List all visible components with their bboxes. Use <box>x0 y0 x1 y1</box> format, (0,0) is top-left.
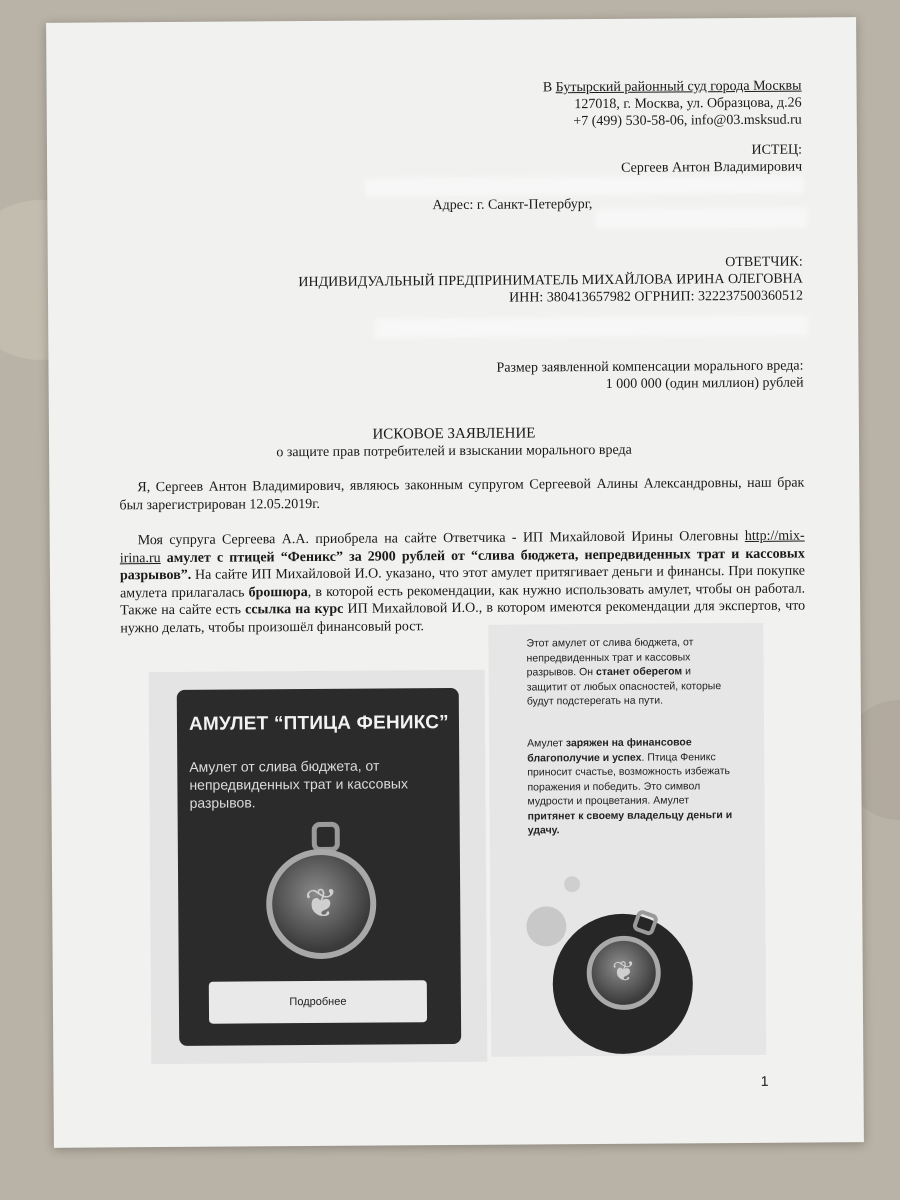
bold-span: притянет к своему владельцу деньги и удачу. <box>527 808 733 837</box>
text-span: Моя супруга Сергеева А.А. приобрела на сайте Ответчика - ИП Михайловой Ирины Олеговны <box>137 528 745 549</box>
paragraph-1: Я, Сергеев Антон Владимирович, являюсь законным супругом Сергеевой Алины Александровны, наш брак был зарегистрирован 12.05.2019г. <box>119 475 805 513</box>
text-span: ИП Михайловой И.О., в котором имеются рекомендации для экспертов, что нужно делать, чтобы произошёл финансовый рост. <box>120 598 806 636</box>
card-subtitle: Амулет от слива бюджета, от непредвиденных трат и кассовых разрывов. <box>189 757 408 811</box>
decor-dot <box>564 876 580 892</box>
plaintiff-name: Сергеев Антон Владимирович <box>621 159 803 176</box>
bold-span: ссылка на курс <box>245 601 344 618</box>
defendant-name: ИНДИВИДУАЛЬНЫЙ ПРЕДПРИНИМАТЕЛЬ МИХАЙЛОВА ИРИНА ОЛЕГОВНА <box>298 271 803 291</box>
defendant-label: ОТВЕТЧИК: <box>725 254 803 271</box>
court-name: Бутырский районный суд города Москвы <box>555 78 802 96</box>
plaintiff-label: ИСТЕЦ: <box>751 142 803 158</box>
phoenix-amulet-icon <box>586 936 661 1011</box>
amulet-card-screenshot <box>149 670 488 1064</box>
redaction <box>374 316 808 339</box>
redaction <box>365 176 803 197</box>
document-title: ИСКОВОЕ ЗАЯВЛЕНИЕ <box>372 425 536 443</box>
document-subtitle: о защите прав потребителей и взыскании морального вреда <box>276 442 632 461</box>
bold-span: станет оберегом <box>595 665 683 679</box>
document-page <box>46 17 864 1148</box>
text-span: Амулет <box>527 737 566 750</box>
court-address: 127018, г. Москва, ул. Образцова, д.26 <box>574 95 802 113</box>
court-block <box>543 78 802 131</box>
claim-block <box>496 358 803 394</box>
text-span: Этот амулет от слива бюджета, от непредвиденных трат и кассовых разрывов. Он <box>526 636 694 679</box>
defendant-ids: ИНН: 380413657982 ОГРНИП: 322237500360512 <box>509 288 804 306</box>
redaction <box>595 208 807 229</box>
description-text-2 <box>527 735 733 838</box>
bold-span: брошюра <box>248 584 308 600</box>
description-text-1 <box>526 635 732 709</box>
plaintiff-address: Адрес: г. Санкт-Петербург, <box>432 197 593 214</box>
bold-span: заряжен на финансовое благополучие и успех <box>527 736 692 764</box>
text-span: . Птица Феникс приносит счастье, возможность избежать поражения и победить. Это символ мудрости и процветания. Амулет <box>527 750 731 808</box>
paragraph-2 <box>120 528 806 638</box>
details-button[interactable]: Подробнее <box>209 980 427 1024</box>
card-title: АМУЛЕТ “ПТИЦА ФЕНИКС” <box>188 712 449 735</box>
document-title-block <box>49 422 859 464</box>
amulet-photo-circle <box>552 913 693 1054</box>
claim-label: Размер заявленной компенсации морального вреда: <box>496 358 804 376</box>
phoenix-icon: ❦ <box>304 881 339 927</box>
text-span: и защитит от любых опасностей, которые будут подстерегать на пути. <box>526 665 722 708</box>
amulet-description-screenshot <box>488 623 766 1057</box>
amulet-loop <box>631 909 659 937</box>
decor-dot <box>526 906 566 946</box>
page-number: 1 <box>760 1072 769 1089</box>
claim-amount: 1 000 000 (один миллион) рублей <box>605 375 804 392</box>
amulet-loop <box>312 822 340 852</box>
court-prefix: В <box>542 80 553 96</box>
court-contacts: +7 (499) 530-58-06, info@03.msksud.ru <box>573 112 802 130</box>
defendant-block <box>298 254 803 309</box>
text-span: На сайте ИП Михайловой И.О. указано, что этот амулет притягивает деньги и финансы. При покупке амулета прилагалась <box>120 563 805 601</box>
phoenix-icon: ❦ <box>611 955 636 987</box>
amulet-card <box>177 688 461 1046</box>
text-span: , в которой есть рекомендации, как нужно использовать амулет, чтобы он работал. Также на сайте есть <box>120 581 806 619</box>
bold-span: амулет с птицей “Феникс” за 2900 рублей от “слива бюджета, непредвиденных трат и кассовых разрывов”. <box>119 546 805 584</box>
website-link[interactable]: http://mix-irina.ru <box>119 528 805 566</box>
phoenix-amulet-icon <box>266 849 377 960</box>
